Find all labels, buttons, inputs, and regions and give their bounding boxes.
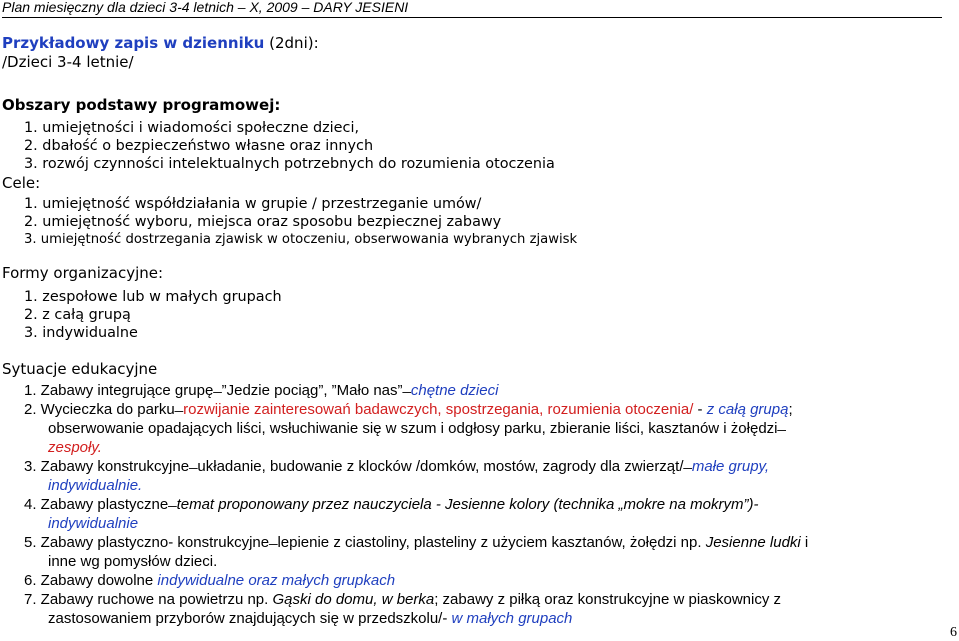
sytuacja-7 bbox=[24, 591, 781, 609]
sytuacja-2-line3: zespoły. bbox=[48, 439, 102, 456]
sytuacja-7-line2 bbox=[48, 610, 572, 628]
sytuacja-3 bbox=[24, 458, 769, 476]
sytuacja-2-text: 2. Wycieczka do parku ̶ bbox=[24, 401, 184, 418]
sytuacja-7-line2-text: zastosowaniem przyborów znajdujących się w przedszkolu/- bbox=[48, 610, 452, 627]
sytuacja-4-topic: temat proponowany przez nauczyciela - Jesienne kolory (technika „mokre na mokrym”)- bbox=[176, 496, 759, 513]
sytuacja-7-text: 7. Zabawy ruchowe na powietrzu np. bbox=[24, 591, 273, 608]
sytuacja-5 bbox=[24, 534, 808, 552]
obszary-item: 2. dbałość o bezpieczeństwo własne oraz innych bbox=[24, 138, 374, 154]
obszary-item: 3. rozwój czynności intelektualnych potrzebnych do rozumienia otoczenia bbox=[24, 156, 555, 172]
sytuacja-4 bbox=[24, 496, 758, 514]
page-header: Plan miesięczny dla dzieci 3-4 letnich – X, 2009 – DARY JESIENI bbox=[2, 0, 942, 18]
formy-item: 1. zespołowe lub w małych grupach bbox=[24, 289, 282, 305]
sytuacja-2-form: z całą grupą bbox=[706, 401, 789, 418]
sytuacja-7-rest: ; zabawy z piłką oraz konstrukcyjne w piaskownicy z bbox=[434, 591, 782, 608]
page-number: 6 bbox=[950, 625, 957, 640]
doc-title-suffix: (2dni): bbox=[264, 34, 319, 52]
sytuacja-2 bbox=[24, 401, 793, 419]
sytuacja-6 bbox=[24, 572, 395, 590]
sytuacja-2-goal: rozwijanie zainteresowań badawczych, spostrzegania, rozumienia otoczenia/ bbox=[183, 401, 694, 418]
sytuacja-3-line2: indywidualnie. bbox=[48, 477, 143, 494]
sytuacja-4-line2: indywidualnie bbox=[48, 515, 139, 532]
sytuacja-1 bbox=[24, 382, 498, 400]
doc-title bbox=[2, 34, 319, 52]
sytuacja-7-form: w małych grupach bbox=[451, 610, 573, 627]
sytuacja-3-text: 3. Zabawy konstrukcyjne ̶ układanie, budowanie z klocków /domków, mostów, zagrody dla zwierząt/ ̶ bbox=[24, 458, 692, 475]
sytuacja-2-sep: - bbox=[693, 401, 707, 418]
sytuacja-5-text: 5. Zabawy plastyczno- konstrukcyjne ̶ lepienie z ciastoliny, plasteliny z użyciem kasztanów, żołędzi np. bbox=[24, 534, 706, 551]
cele-item: 3. umiejętność dostrzegania zjawisk w otoczeniu, obserwowania wybranych zjawisk bbox=[24, 232, 578, 247]
sytuacja-4-text: 4. Zabawy plastyczne ̶ bbox=[24, 496, 177, 513]
formy-item: 3. indywidualne bbox=[24, 325, 138, 341]
obszary-item: 1. umiejętności i wiadomości społeczne dzieci, bbox=[24, 120, 360, 136]
doc-subtitle: /Dzieci 3-4 letnie/ bbox=[2, 53, 134, 71]
sytuacje-heading: Sytuacje edukacyjne bbox=[2, 360, 158, 378]
cele-heading: Cele: bbox=[2, 174, 41, 192]
formy-item: 2. z całą grupą bbox=[24, 307, 131, 323]
sytuacja-3-form: małe grupy, bbox=[691, 458, 770, 475]
sytuacja-2-end: ; bbox=[788, 401, 793, 418]
sytuacja-1-text: 1. Zabawy integrujące grupę ̶ ”Jedzie pociąg”, ”Mało nas” ̶ bbox=[24, 382, 411, 399]
sytuacja-5-end: i bbox=[800, 534, 809, 551]
obszary-heading: Obszary podstawy programowej: bbox=[2, 96, 281, 114]
sytuacja-5-line2: inne wg pomysłów dzieci. bbox=[48, 553, 218, 570]
sytuacja-6-text: 6. Zabawy dowolne bbox=[24, 572, 158, 589]
formy-heading: Formy organizacyjne: bbox=[2, 264, 164, 282]
cele-item: 2. umiejętność wyboru, miejsca oraz sposobu bezpiecznej zabawy bbox=[24, 214, 502, 230]
doc-title-main: Przykładowy zapis w dzienniku bbox=[2, 34, 265, 52]
sytuacja-2-line2: obserwowanie opadających liści, wsłuchiwanie się w szum i odgłosy parku, zbieranie liści, kasztanów i żołędzi ̶ bbox=[48, 420, 782, 437]
cele-item: 1. umiejętność współdziałania w grupie / przestrzeganie umów/ bbox=[24, 196, 482, 212]
sytuacja-1-form: chętne dzieci bbox=[410, 382, 499, 399]
sytuacja-7-games: Gąski do domu, w berka bbox=[272, 591, 435, 608]
sytuacja-5-title: Jesienne ludki bbox=[705, 534, 801, 551]
sytuacja-6-form: indywidualne oraz małych grupkach bbox=[157, 572, 396, 589]
